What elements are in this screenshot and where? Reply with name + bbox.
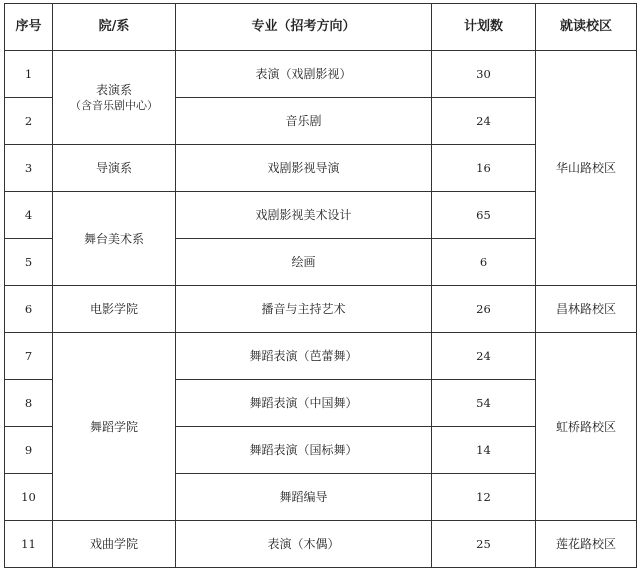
campus-cell: 莲花路校区 bbox=[536, 521, 637, 568]
plan-count: 12 bbox=[432, 474, 536, 521]
department-cell: 舞台美术系 bbox=[53, 192, 176, 286]
table-row bbox=[5, 333, 637, 380]
plan-count: 24 bbox=[432, 333, 536, 380]
table-row bbox=[5, 521, 637, 568]
major-cell: 舞蹈表演（中国舞） bbox=[176, 380, 432, 427]
major-cell: 表演（木偶） bbox=[176, 521, 432, 568]
plan-count: 26 bbox=[432, 286, 536, 333]
row-number: 1 bbox=[5, 51, 53, 98]
row-number: 10 bbox=[5, 474, 53, 521]
plan-count: 24 bbox=[432, 98, 536, 145]
row-number: 3 bbox=[5, 145, 53, 192]
row-number: 11 bbox=[5, 521, 53, 568]
major-cell: 戏剧影视导演 bbox=[176, 145, 432, 192]
campus-cell: 虹桥路校区 bbox=[536, 333, 637, 521]
row-number: 8 bbox=[5, 380, 53, 427]
major-cell: 表演（戏剧影视） bbox=[176, 51, 432, 98]
major-cell: 舞蹈表演（国标舞） bbox=[176, 427, 432, 474]
plan-count: 16 bbox=[432, 145, 536, 192]
plan-count: 25 bbox=[432, 521, 536, 568]
major-cell: 音乐剧 bbox=[176, 98, 432, 145]
plan-count: 54 bbox=[432, 380, 536, 427]
campus-cell: 昌林路校区 bbox=[536, 286, 637, 333]
plan-count: 14 bbox=[432, 427, 536, 474]
header-plan: 计划数 bbox=[432, 4, 536, 51]
header-department: 院/系 bbox=[53, 4, 176, 51]
row-number: 7 bbox=[5, 333, 53, 380]
department-cell: 舞蹈学院 bbox=[53, 333, 176, 521]
header-major: 专业（招考方向） bbox=[176, 4, 432, 51]
department-cell bbox=[53, 51, 176, 145]
major-cell: 舞蹈编导 bbox=[176, 474, 432, 521]
header-row bbox=[5, 4, 637, 51]
major-cell: 播音与主持艺术 bbox=[176, 286, 432, 333]
row-number: 4 bbox=[5, 192, 53, 239]
row-number: 2 bbox=[5, 98, 53, 145]
header-no: 序号 bbox=[5, 4, 53, 51]
table-row bbox=[5, 51, 637, 98]
department-name: 表演系 bbox=[95, 83, 132, 97]
department-cell: 电影学院 bbox=[53, 286, 176, 333]
major-cell: 绘画 bbox=[176, 239, 432, 286]
header-campus: 就读校区 bbox=[536, 4, 637, 51]
row-number: 6 bbox=[5, 286, 53, 333]
plan-count: 30 bbox=[432, 51, 536, 98]
table-row bbox=[5, 286, 637, 333]
enrollment-plan-table bbox=[4, 3, 637, 568]
plan-count: 6 bbox=[432, 239, 536, 286]
plan-count: 65 bbox=[432, 192, 536, 239]
department-cell: 导演系 bbox=[53, 145, 176, 192]
major-cell: 戏剧影视美术设计 bbox=[176, 192, 432, 239]
major-cell: 舞蹈表演（芭蕾舞） bbox=[176, 333, 432, 380]
campus-cell: 华山路校区 bbox=[536, 51, 637, 286]
row-number: 5 bbox=[5, 239, 53, 286]
department-note: （含音乐剧中心） bbox=[70, 99, 158, 112]
department-cell: 戏曲学院 bbox=[53, 521, 176, 568]
row-number: 9 bbox=[5, 427, 53, 474]
